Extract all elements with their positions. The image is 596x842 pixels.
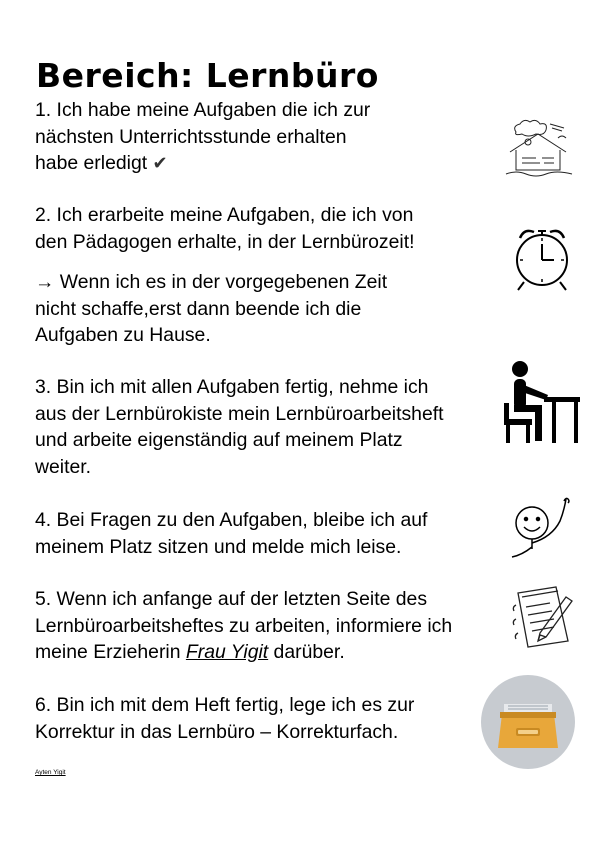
rule-3-line-2: aus der Lernbürokiste mein Lernbüroarbeitsheft (35, 402, 444, 425)
rule-4-line-2: meinem Platz sitzen und melde mich leise. (35, 535, 402, 558)
notebook-pencil-icon (510, 583, 578, 651)
alarm-clock-icon (510, 224, 574, 294)
checkmark-icon: ✔ (152, 153, 168, 174)
rule-2-note-line-3: Aufgaben zu Hause. (35, 324, 211, 346)
rule-1-line-1: 1. Ich habe meine Aufgaben die ich zur (35, 99, 371, 121)
rule-2-line-1: 2. Ich erarbeite meine Aufgaben, die ich von (35, 204, 414, 226)
rule-3-line-4: weiter. (35, 455, 92, 478)
rule-2-note (35, 269, 387, 349)
inbox-tray-icon (480, 674, 576, 770)
rule-1-line-3: habe erledigt (35, 152, 148, 174)
author-footer: Ayten Yigit (35, 769, 66, 776)
homework-doodle-icon (502, 118, 576, 178)
smiley-raising-hand-icon (510, 493, 580, 565)
student-at-desk-icon (500, 359, 582, 445)
rule-3-line-1: 3. Bin ich mit allen Aufgaben fertig, nehme ich (35, 376, 429, 398)
rule-4-line-1: 4. Bei Fragen zu den Aufgaben, bleibe ich auf (35, 509, 428, 531)
rule-5-line-1: 5. Wenn ich anfange auf der letzten Seite des (35, 588, 428, 610)
rule-1-line-2: nächsten Unterrichtsstunde erhalten (35, 125, 347, 148)
rule-2-note-line-2: nicht schaffe,erst dann beende ich die (35, 297, 362, 320)
rule-6-line-1: 6. Bin ich mit dem Heft fertig, lege ich es zur (35, 694, 415, 716)
rule-5-line-3: meine Erzieherin (35, 641, 186, 663)
rule-2-note-line-1: → Wenn ich es in der vorgegebenen Zeit (35, 271, 388, 293)
rule-3 (35, 374, 444, 480)
rule-2-line-2: den Pädagogen erhalte, in der Lernbürozeit! (35, 230, 415, 253)
rule-4 (35, 507, 427, 560)
rule-3-line-3: und arbeite eigenständig auf meinem Platz (35, 429, 403, 451)
rule-6 (35, 692, 414, 745)
rule-1 (35, 97, 370, 178)
rule-2 (35, 202, 414, 255)
page-title: Bereich: Lernbüro (36, 56, 379, 95)
educator-name: Frau Yigit (185, 641, 269, 663)
rule-6-line-2: Korrektur in das Lernbüro – Korrekturfach. (35, 720, 399, 743)
rule-5-line-2: Lernbüroarbeitsheftes zu arbeiten, informiere ich (35, 614, 453, 637)
rule-5-line-3-end: darüber. (268, 641, 345, 663)
rule-5 (35, 586, 452, 666)
